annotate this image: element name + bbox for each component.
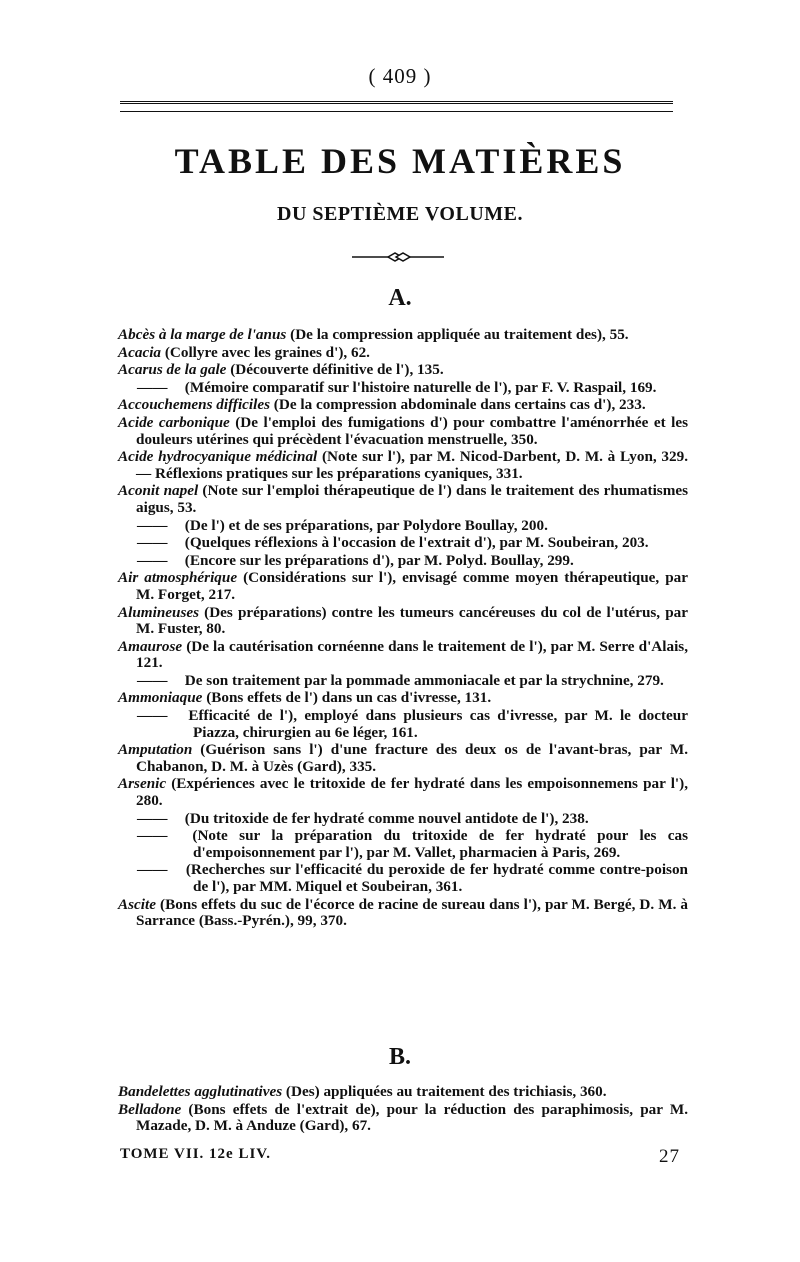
entry-heading: Acarus de la gale: [118, 361, 227, 379]
entry-heading: Acide hydrocyanique médicinal: [118, 448, 318, 466]
entry-text: (Considérations sur l'), envisagé comme moyen thérapeutique, par M. Forget, 217.: [136, 569, 688, 603]
index-entry: [118, 345, 688, 362]
entry-text: De son traitement par la pommade ammoniacale et par la strychnine, 279.: [181, 671, 664, 689]
ornament-divider: [352, 251, 444, 263]
entry-text: (Note sur l'), par M. Nicod-Darbent, D. M. à Lyon, 329. — Réflexions pratiques sur les préparations cyaniques, 331.: [136, 448, 689, 482]
entry-text: (Du tritoxide de fer hydraté comme nouvel antidote de l'), 238.: [181, 809, 589, 827]
entry-text: (Mémoire comparatif sur l'histoire naturelle de l'), par F. V. Raspail, 169.: [181, 378, 657, 396]
index-entry: [118, 690, 688, 707]
entry-text: (De l'emploi des fumigations d') pour combattre l'aménorrhée et les douleurs utérines qui précèdent l'évacuation menstruelle, 350.: [136, 413, 688, 448]
entry-repeat-dash: ——: [137, 516, 168, 534]
entry-text: (Découverte définitive de l'), 135.: [226, 361, 444, 379]
footer-signature: TOME VII. 12e LIV.: [120, 1146, 271, 1162]
index-entry: [118, 708, 688, 741]
entry-heading: Ammoniaque: [118, 689, 203, 707]
entry-heading: Aconit napel: [118, 482, 199, 500]
entry-heading: Abcès à la marge de l'anus: [118, 326, 287, 343]
index-entry: [118, 1102, 688, 1135]
entry-text: (Collyre avec les graines d'), 62.: [161, 343, 370, 361]
entry-repeat-dash: ——: [137, 827, 168, 845]
entry-text: (Encore sur les préparations d'), par M. Polyd. Boullay, 299.: [181, 551, 574, 569]
header-rule-double: [120, 101, 673, 104]
index-entry: [118, 327, 688, 344]
entry-repeat-dash: ——: [137, 861, 168, 879]
index-entry: [118, 1084, 688, 1101]
index-entry: [118, 742, 688, 775]
entry-repeat-dash: ——: [137, 534, 168, 552]
entry-text: (Des préparations) contre les tumeurs cancéreuses du col de l'utérus, par M. Fuster, 80.: [136, 603, 688, 638]
index-entry: [118, 811, 688, 828]
entry-text: (Bons effets de l'extrait de), pour la réduction des paraphimosis, par M. Mazade, D. M. à Anduze (Gard), 67.: [136, 1100, 688, 1135]
entry-text: (De l') et de ses préparations, par Polydore Boullay, 200.: [181, 516, 548, 534]
entry-repeat-dash: ——: [137, 671, 168, 689]
entry-heading: Arsenic: [118, 775, 167, 793]
section-letter-a: A.: [388, 285, 412, 311]
header-rule-thin: [120, 111, 673, 112]
page-number: ( 409 ): [368, 64, 432, 88]
entry-text: (Des) appliquées au traitement des trichiasis, 360.: [282, 1083, 607, 1100]
entry-heading: Belladone: [118, 1100, 182, 1118]
index-entry: [118, 673, 688, 690]
entry-heading: Alumineuses: [118, 603, 200, 621]
entry-heading: Accouchemens difficiles: [118, 396, 270, 414]
entry-text: Efficacité de l'), employé dans plusieurs cas d'ivresse, par M. le docteur Piazza, chirurgien au 6e léger, 161.: [181, 707, 688, 741]
index-entry: [118, 639, 688, 672]
index-entry: [118, 776, 688, 809]
entry-text: (De la compression abdominale dans certains cas d'), 233.: [270, 396, 646, 414]
section-letter-b: B.: [388, 1044, 411, 1070]
index-entry: [118, 415, 688, 448]
index-entry: [118, 897, 688, 930]
entry-heading: Acacia: [118, 343, 162, 361]
page-subtitle: DU SEPTIÈME VOLUME.: [277, 203, 523, 225]
footer-sheet-number: 27: [659, 1146, 680, 1167]
entry-repeat-dash: ——: [137, 809, 168, 827]
entry-heading: Ascite: [118, 895, 156, 913]
entries-section-b: [118, 1084, 688, 1136]
page-title: TABLE DES MATIÈRES: [174, 141, 626, 181]
entry-text: (Recherches sur l'efficacité du peroxide de fer hydraté comme contre-poison de l'), par MM. Miquel et Soubeiran, 361.: [181, 861, 688, 895]
entry-text: (Guérison sans l') d'une fracture des deux os de l'avant-bras, par M. Chabanon, D. M. à Uzès (Gard), 335.: [136, 741, 688, 775]
index-entry: [118, 570, 688, 603]
index-entry: [118, 380, 688, 397]
index-entry: [118, 362, 688, 379]
entry-repeat-dash: ——: [137, 707, 168, 725]
entry-text: (De la cautérisation cornéenne dans le traitement de l'), par M. Serre d'Alais, 121.: [136, 637, 688, 672]
index-entry: [118, 397, 688, 414]
index-entry: [118, 862, 688, 895]
index-entry: [118, 518, 688, 535]
entry-heading: Amputation: [118, 741, 193, 759]
entry-text: (Expériences avec le tritoxide de fer hydraté dans les empoisonnemens par l'), 280.: [136, 775, 688, 810]
entry-text: (Note sur la préparation du tritoxide de fer hydraté pour les cas d'empoisonnement par l'), par M. Vallet, pharmacien à Paris, 269.: [181, 827, 688, 861]
entry-text: (De la compression appliquée au traitement des), 55.: [286, 326, 629, 343]
entry-heading: Acide carbonique: [118, 413, 230, 431]
entry-text: (Note sur l'emploi thérapeutique de l') dans le traitement des rhumatismes aigus, 53.: [136, 482, 688, 516]
entry-text: (Quelques réflexions à l'occasion de l'extrait d'), par M. Soubeiran, 203.: [181, 534, 649, 552]
index-entry: [118, 605, 688, 638]
entries-section-a: [118, 327, 688, 931]
entry-heading: Bandelettes agglutinatives: [118, 1083, 283, 1100]
index-entry: [118, 483, 688, 516]
entry-heading: Air atmosphérique: [118, 569, 238, 587]
entry-text: (Bons effets de l') dans un cas d'ivresse, 131.: [202, 689, 492, 707]
index-entry: [118, 828, 688, 861]
index-entry: [118, 535, 688, 552]
entry-repeat-dash: ——: [137, 378, 168, 396]
entry-text: (Bons effets du suc de l'écorce de racine de sureau dans l'), par M. Bergé, D. M. à Sarrance (Bass.-Pyrén.), 99, 370.: [136, 895, 688, 930]
entry-heading: Amaurose: [118, 637, 183, 655]
index-entry: [118, 553, 688, 570]
entry-repeat-dash: ——: [137, 551, 168, 569]
index-entry: [118, 449, 688, 482]
